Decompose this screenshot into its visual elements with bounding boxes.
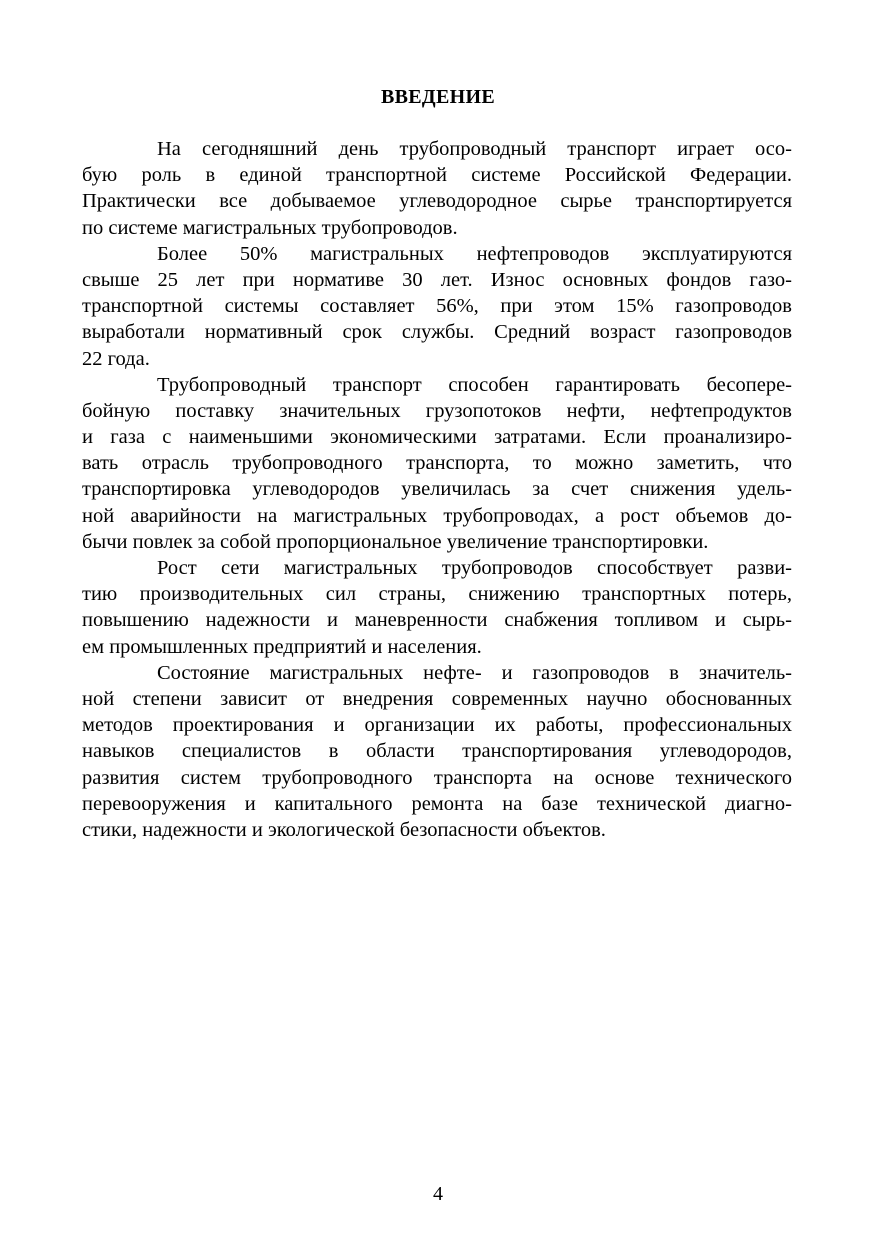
text-line: транспортировка углеводородов увеличилась за счет снижения удель- <box>82 478 792 501</box>
text-line: бую роль в единой транспортной системе Российской Федерации. <box>82 164 792 187</box>
text-line: бойную поставку значительных грузопотоков нефти, нефтепродуктов <box>82 399 792 422</box>
text-line: ем промышленных предприятий и населения. <box>82 635 482 658</box>
paragraph-2 <box>82 241 792 372</box>
text-line: повышению надежности и маневренности снабжения топливом и сырь- <box>82 609 792 632</box>
text-line: по системе магистральных трубопроводов. <box>82 216 458 239</box>
text-line: навыков специалистов в области транспортирования углеводородов, <box>82 740 792 763</box>
paragraph-5 <box>82 660 792 843</box>
text-line: 22 года. <box>82 347 150 370</box>
text-line: ной аварийности на магистральных трубопроводах, а рост объемов до- <box>82 504 792 527</box>
text-line: Состояние магистральных нефте- и газопроводов в значитель- <box>157 661 792 684</box>
text-line: Трубопроводный транспорт способен гарантировать бесопере- <box>157 373 792 396</box>
text-line: ной степени зависит от внедрения современных научно обоснованных <box>82 687 792 710</box>
text-line: вать отрасль трубопроводного транспорта, то можно заметить, что <box>82 452 792 475</box>
paragraph-3 <box>82 372 792 555</box>
text-line: Более 50% магистральных нефтепроводов эксплуатируются <box>157 242 792 265</box>
body-text <box>82 136 792 843</box>
text-line: свыше 25 лет при нормативе 30 лет. Износ основных фондов газо- <box>82 268 792 291</box>
text-line: перевооружения и капитального ремонта на базе технической диагно- <box>82 792 792 815</box>
text-line: выработали нормативный срок службы. Средний возраст газопроводов <box>82 321 792 344</box>
text-line: На сегодняшний день трубопроводный транспорт играет осо- <box>157 138 792 160</box>
text-line: транспортной системы составляет 56%, при этом 15% газопроводов <box>82 295 792 318</box>
text-line: Практически все добываемое углеводородное сырье транспортируется <box>82 190 792 213</box>
text-line: Рост сети магистральных трубопроводов способствует разви- <box>157 557 792 579</box>
text-line: тию производительных сил страны, снижению транспортных потерь, <box>82 583 792 606</box>
text-line: и газа с наименьшими экономическими затратами. Если проанализиро- <box>82 426 792 449</box>
text-line: методов проектирования и организации их работы, профессиональных <box>82 714 792 737</box>
paragraph-1 <box>82 136 792 241</box>
page-number: 4 <box>433 1183 443 1205</box>
text-line: развития систем трубопроводного транспорта на основе технического <box>82 766 792 789</box>
text-line: бычи повлек за собой пропорциональное увеличение транспортировки. <box>82 530 709 553</box>
text-line: стики, надежности и экологической безопасности объектов. <box>82 818 606 841</box>
paragraph-4 <box>82 555 792 660</box>
page-title: ВВЕДЕНИЕ <box>381 86 495 108</box>
